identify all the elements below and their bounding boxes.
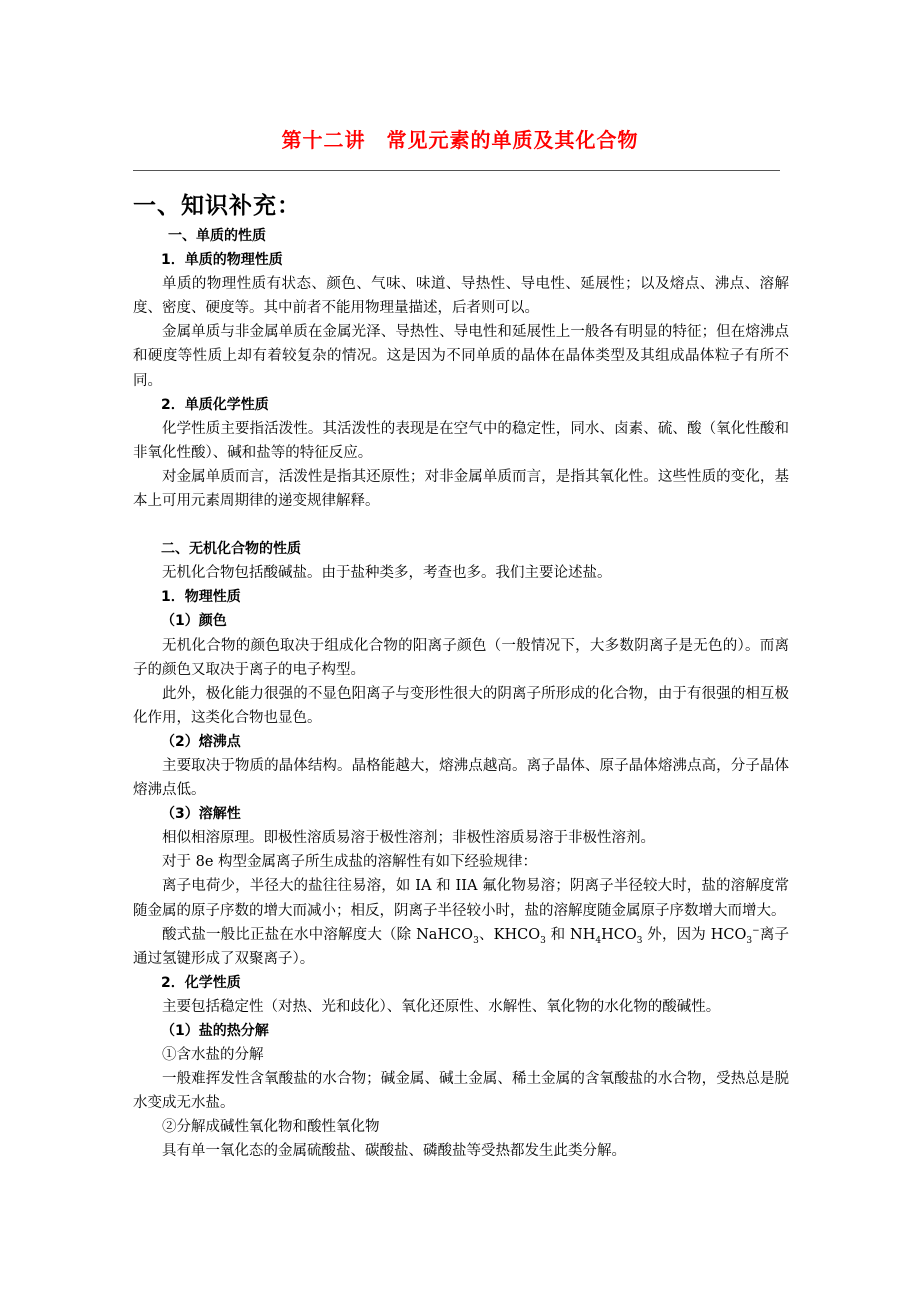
text-run: 、KHCO — [478, 926, 541, 943]
subscript: 3 — [473, 935, 479, 946]
subscript: 3 — [746, 935, 753, 946]
list-item-heading: ①含水盐的分解 — [162, 1047, 264, 1064]
part2-heading: 二、无机化合物的性质 — [161, 541, 301, 558]
acid-salt-paragraph — [133, 923, 789, 971]
text-run: 和 NH — [545, 926, 596, 943]
subscript: 3 — [540, 935, 546, 946]
document-body — [133, 224, 789, 1164]
text-run: 酸式盐一般比正盐在水中溶解度大（除 NaHCO — [162, 926, 474, 943]
paragraph: 无机化合物的颜色取决于组成化合物的阳离子颜色（一般情况下，大多数阴离子是无色的）。而离子的颜色又取决于离子的电子构型。 — [133, 637, 789, 678]
part1-heading: 一、单质的性质 — [168, 228, 266, 244]
part1-sub1-heading: 1．单质的物理性质 — [161, 252, 283, 269]
paragraph: 主要取决于物质的晶体结构。晶格能越大，熔沸点越高。离子晶体、原子晶体熔沸点高，分子晶体熔沸点低。 — [133, 757, 789, 799]
superscript: − — [752, 925, 760, 936]
paragraph: 主要包括稳定性（对热、光和歧化）、氧化还原性、水解性、氧化物的水化物的酸碱性。 — [162, 998, 721, 1015]
paragraph: 一般难挥发性含氧酸盐的水合物；碱金属、碱土金属、稀土金属的含氧酸盐的水合物，受热总是脱水变成无水盐。 — [133, 1071, 789, 1112]
paragraph: 对于 8e 构型金属离子所生成盐的溶解性有如下经验规律： — [162, 854, 538, 871]
page-title: 第十二讲 常见元素的单质及其化合物 — [281, 128, 639, 152]
melting-point-heading: （2）熔沸点 — [161, 733, 241, 750]
physical-properties-heading: 1．物理性质 — [161, 589, 241, 606]
paragraph: 此外，极化能力很强的不显色阳离子与变形性很大的阴离子所形成的化合物，由于有很强的相互极化作用，这类化合物也显色。 — [133, 685, 789, 726]
title-divider — [133, 170, 780, 171]
solubility-heading: （3）溶解性 — [161, 806, 241, 823]
text-run: 外，因为 HCO — [642, 926, 747, 943]
color-heading: （1）颜色 — [161, 613, 227, 630]
paragraph: 单质的物理性质有状态、颜色、气味、味道、导热性、导电性、延展性；以及熔点、沸点、溶解度、密度、硬度等。其中前者不能用物理量描述，后者则可以。 — [133, 276, 789, 317]
paragraph: 化学性质主要指活泼性。其活泼性的表现是在空气中的稳定性，同水、卤素、硫、酸（氧化性酸和非氧化性酸）、碱和盐等的特征反应。 — [133, 420, 789, 461]
thermal-decomposition-heading: （1）盐的热分解 — [161, 1023, 269, 1039]
paragraph: 无机化合物包括酸碱盐。由于盐种类多，考查也多。我们主要论述盐。 — [162, 565, 612, 582]
paragraph: 对金属单质而言，活泼性是指其还原性；对非金属单质而言，是指其氧化性。这些性质的变化，基本上可用元素周期律的递变规律解释。 — [133, 468, 789, 510]
text-run: 离子通过氢键形成了双聚离子）。 — [133, 926, 789, 967]
subscript: 3 — [636, 935, 643, 946]
paragraph: 离子电荷少，半径大的盐往往易溶，如 IA 和 IIA 氟化物易溶；阴离子半径较大时，盐的溶解度常随金属的原子序数的增大而减小；相反，阴离子半径较小时，盐的溶解度随金属原子序数增大而增大。 — [133, 878, 789, 919]
paragraph: 具有单一氧化态的金属硫酸盐、碳酸盐、磷酸盐等受热都发生此类分解。 — [162, 1143, 626, 1160]
chemical-properties-heading: 2．化学性质 — [161, 974, 241, 991]
subscript: 4 — [595, 935, 602, 946]
part1-sub2-heading: 2．单质化学性质 — [161, 396, 269, 413]
paragraph: 金属单质与非金属单质在金属光泽、导热性、导电性和延展性上一般各有明显的特征；但在熔沸点和硬度等性质上却有着较复杂的情况。这是因为不同单质的晶体在晶体类型及其组成晶体粒子有所不同。 — [133, 324, 789, 389]
section-heading: 一、知识补充： — [133, 193, 301, 219]
paragraph: 相似相溶原理。即极性溶质易溶于极性溶剂；非极性溶质易溶于非极性溶剂。 — [162, 830, 655, 847]
text-run: HCO — [601, 926, 637, 943]
spacer — [133, 513, 789, 537]
list-item-heading: ②分解成碱性氧化物和酸性氧化物 — [162, 1119, 380, 1136]
